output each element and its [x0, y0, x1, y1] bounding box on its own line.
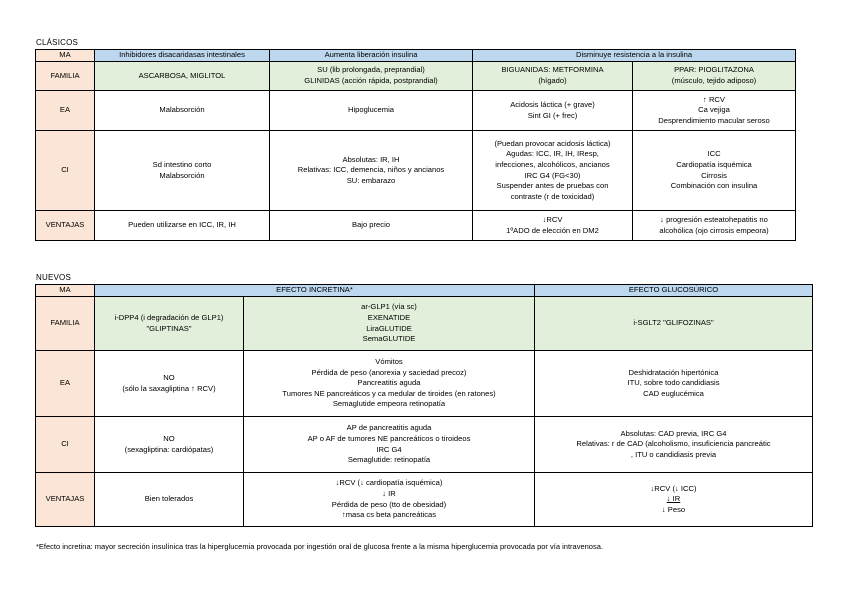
nuevos-ci-col2: Absolutas: CAD previa, IRC G4 Relativas: r de CAD (alcoholismo, insuficiencia pancreátic , ITU o candidiasis previa [535, 417, 813, 473]
clasicos-ea-row [36, 91, 796, 131]
clasicos-ea-col3b: ↑ RCV Ca vejiga Desprendimiento macular seroso [633, 91, 796, 131]
nuevos-ea-col1a: NO (sólo la saxagliptina ↑ RCV) [95, 351, 244, 417]
clasicos-ma-header: MA [36, 50, 95, 62]
clasicos-ci-row [36, 131, 796, 211]
nuevos-ventajas-col1b: ↓RCV (↓ cardiopatía isquémica) ↓ IR Pérdida de peso (tto de obesidad) ↑masa cs beta pancreáticas [244, 473, 535, 527]
clasicos-col2-header: Aumenta liberación insulina [270, 50, 473, 62]
clasicos-ea-col3a: Acidosis láctica (+ grave) Sint GI (+ frec) [473, 91, 633, 131]
clasicos-ventajas-label: VENTAJAS [36, 211, 95, 241]
nuevos-title: NUEVOS [36, 273, 71, 282]
nuevos-col2-header: EFECTO GLUCOSÚRICO [535, 285, 813, 297]
nuevos-ma-header: MA [36, 285, 95, 297]
nuevos-ci-row [36, 417, 813, 473]
nuevos-header-row [36, 285, 813, 297]
clasicos-table [35, 49, 796, 241]
clasicos-familia-col3a: BIGUANIDAS: METFORMINA (hígado) [473, 62, 633, 91]
nuevos-ci-label: CI [36, 417, 95, 473]
nuevos-ventajas-label: VENTAJAS [36, 473, 95, 527]
nuevos-familia-col1b: ar-GLP1 (vía sc) EXENATIDE LiraGLUTIDE SemaGLUTIDE [244, 297, 535, 351]
clasicos-ci-col3a: (Puedan provocar acidosis láctica) Agudas: ICC, IR, IH, IResp, infecciones, alcohólicos, ancianos IRC G4 (FG<30) Suspender antes de pruebas con contraste (r de toxicidad) [473, 131, 633, 211]
nuevos-ci-col1a: NO (sexagliptina: cardiópatas) [95, 417, 244, 473]
clasicos-ci-col3b: ICC Cardiopatía isquémica Cirrosis Combinación con insulina [633, 131, 796, 211]
nuevos-familia-col1a: i-DPP4 (i degradación de GLP1) "GLIPTINAS" [95, 297, 244, 351]
clasicos-ci-col1: Sd intestino corto Malabsorción [95, 131, 270, 211]
nuevos-ea-row [36, 351, 813, 417]
clasicos-col1-header: Inhibidores disacaridasas intestinales [95, 50, 270, 62]
clasicos-familia-col3b: PPAR: PIOGLITAZONA (músculo, tejido adiposo) [633, 62, 796, 91]
nuevos-familia-col2: i-SGLT2 "GLIFOZINAS" [535, 297, 813, 351]
nuevos-ventajas-col1a: Bien tolerados [95, 473, 244, 527]
clasicos-familia-row [36, 62, 796, 91]
clasicos-familia-col2: SU (lib prolongada, preprandial) GLINIDAS (acción rápida, postprandial) [270, 62, 473, 91]
nuevos-familia-row [36, 297, 813, 351]
clasicos-header-row [36, 50, 796, 62]
clasicos-ea-col1: Malabsorción [95, 91, 270, 131]
nuevos-ea-label: EA [36, 351, 95, 417]
nuevos-ci-col1b: AP de pancreatitis aguda AP o AF de tumores NE pancreáticos o tiroideos IRC G4 Semaglutide: retinopatía [244, 417, 535, 473]
clasicos-ea-col2: Hipoglucemia [270, 91, 473, 131]
nuevos-ea-col1b: Vómitos Pérdida de peso (anorexia y saciedad precoz) Pancreatitis aguda Tumores NE pancreáticos y ca medular de tiroides (en ratones) Semaglutide empeora retinopatía [244, 351, 535, 417]
clasicos-ventajas-col1: Pueden utilizarse en ICC, IR, IH [95, 211, 270, 241]
clasicos-familia-label: FAMILIA [36, 62, 95, 91]
clasicos-ci-label: CI [36, 131, 95, 211]
nuevos-familia-label: FAMILIA [36, 297, 95, 351]
clasicos-col3-header: Disminuye resistencia a la insulina [473, 50, 796, 62]
clasicos-ventajas-col3b: ↓ progresión esteatohepatitis no alcohólica (ojo cirrosis empeora) [633, 211, 796, 241]
clasicos-ea-label: EA [36, 91, 95, 131]
nuevos-ventajas-col2: ↓RCV (↓ ICC) ↓ IR ↓ Peso [535, 473, 813, 527]
clasicos-title: CLÁSICOS [36, 38, 79, 47]
nuevos-ea-col2: Deshidratación hipertónica ITU, sobre todo candidiasis CAD euglucémica [535, 351, 813, 417]
clasicos-ventajas-col3a: ↓RCV 1ºADO de elección en DM2 [473, 211, 633, 241]
clasicos-ventajas-row [36, 211, 796, 241]
nuevos-ventajas-row [36, 473, 813, 527]
nuevos-table [35, 284, 813, 527]
nuevos-col1-header: EFECTO INCRETINA* [95, 285, 535, 297]
clasicos-ci-col2: Absolutas: IR, IH Relativas: ICC, demencia, niños y ancianos SU: embarazo [270, 131, 473, 211]
footnote: *Efecto incretina: mayor secreción insulínica tras la hiperglucemia provocada por ingestión oral de glucosa frente a la misma hiperglucemia provocada por vía intravenosa. [36, 542, 603, 551]
clasicos-ventajas-col2: Bajo precio [270, 211, 473, 241]
clasicos-familia-col1: ASCARBOSA, MIGLITOL [95, 62, 270, 91]
